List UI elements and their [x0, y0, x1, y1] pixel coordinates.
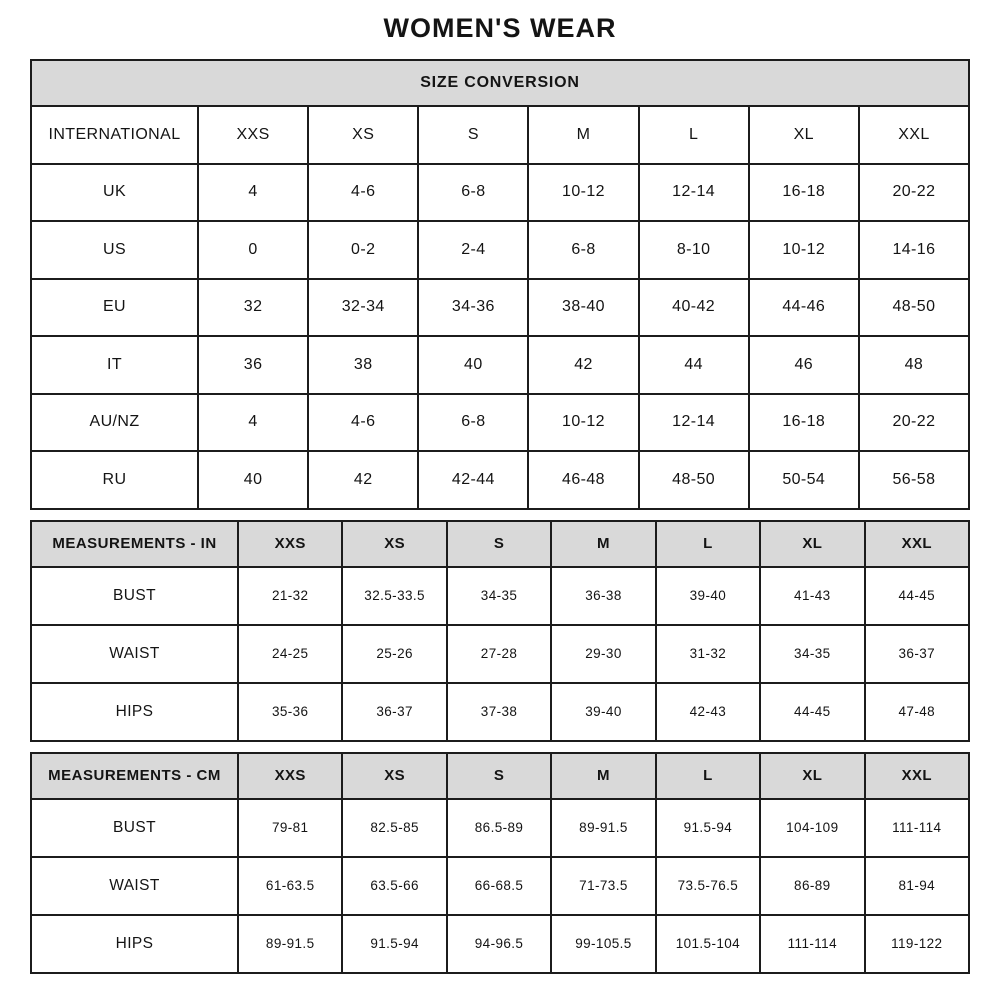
cell: 6-8: [418, 164, 528, 222]
cell: 56-58: [859, 451, 969, 509]
cell: 66-68.5: [447, 857, 551, 915]
table-row: [31, 625, 969, 683]
row-label: MEASUREMENTS - IN: [31, 521, 238, 567]
cell: 6-8: [528, 221, 638, 279]
cell: 16-18: [749, 394, 859, 452]
row-label: EU: [31, 279, 198, 337]
header-row: [31, 753, 969, 799]
cell: 119-122: [865, 915, 969, 973]
cell: 32.5-33.5: [342, 567, 446, 625]
cell: 36-38: [551, 567, 655, 625]
cell: 0: [198, 221, 308, 279]
cell: 40: [198, 451, 308, 509]
cell: 42: [308, 451, 418, 509]
cell: L: [656, 521, 760, 567]
cell: 46-48: [528, 451, 638, 509]
cell: 12-14: [639, 394, 749, 452]
cell: XS: [342, 753, 446, 799]
cell: 50-54: [749, 451, 859, 509]
cell: XXS: [238, 521, 342, 567]
row-label: WAIST: [31, 857, 238, 915]
cell: 111-114: [865, 799, 969, 857]
cell: 20-22: [859, 164, 969, 222]
cell: L: [639, 106, 749, 164]
cell: 46: [749, 336, 859, 394]
cell: 35-36: [238, 683, 342, 741]
cell: 36-37: [342, 683, 446, 741]
header-row: [31, 521, 969, 567]
cell: XXL: [865, 521, 969, 567]
cell: 38: [308, 336, 418, 394]
cell: 44: [639, 336, 749, 394]
row-label: UK: [31, 164, 198, 222]
cell: M: [551, 521, 655, 567]
cell: XS: [308, 106, 418, 164]
cell: 48-50: [859, 279, 969, 337]
cell: XXL: [859, 106, 969, 164]
page-title: WOMEN'S WEAR: [383, 13, 617, 43]
cell: XL: [760, 753, 864, 799]
cell: 16-18: [749, 164, 859, 222]
table-row: [31, 106, 969, 164]
cell: S: [447, 753, 551, 799]
cell: 41-43: [760, 567, 864, 625]
cell: 37-38: [447, 683, 551, 741]
cell: 20-22: [859, 394, 969, 452]
row-label: BUST: [31, 567, 238, 625]
row-label: RU: [31, 451, 198, 509]
row-label: HIPS: [31, 683, 238, 741]
table-row: [31, 857, 969, 915]
size-conversion-table: [30, 59, 970, 510]
cell: 2-4: [418, 221, 528, 279]
cell: 91.5-94: [342, 915, 446, 973]
cell: 47-48: [865, 683, 969, 741]
cell: M: [551, 753, 655, 799]
row-label: INTERNATIONAL: [31, 106, 198, 164]
cell: 10-12: [528, 394, 638, 452]
measurements-in-table: [30, 520, 970, 742]
table-row: [31, 799, 969, 857]
table-row: [31, 394, 969, 452]
table-row: [31, 567, 969, 625]
cell: 31-32: [656, 625, 760, 683]
cell: 10-12: [528, 164, 638, 222]
cell: 40-42: [639, 279, 749, 337]
cell: 79-81: [238, 799, 342, 857]
table-caption: SIZE CONVERSION: [31, 60, 969, 106]
cell: 48-50: [639, 451, 749, 509]
cell: 27-28: [447, 625, 551, 683]
cell: 34-35: [760, 625, 864, 683]
cell: 36-37: [865, 625, 969, 683]
row-label: WAIST: [31, 625, 238, 683]
cell: 91.5-94: [656, 799, 760, 857]
cell: XL: [760, 521, 864, 567]
cell: 32: [198, 279, 308, 337]
cell: 36: [198, 336, 308, 394]
cell: 81-94: [865, 857, 969, 915]
cell: 8-10: [639, 221, 749, 279]
cell: 86.5-89: [447, 799, 551, 857]
cell: 42: [528, 336, 638, 394]
cell: 94-96.5: [447, 915, 551, 973]
cell: 10-12: [749, 221, 859, 279]
table-row: [31, 683, 969, 741]
cell: 89-91.5: [551, 799, 655, 857]
cell: 48: [859, 336, 969, 394]
cell: 71-73.5: [551, 857, 655, 915]
cell: 89-91.5: [238, 915, 342, 973]
cell: XXS: [238, 753, 342, 799]
cell: 4: [198, 394, 308, 452]
cell: XL: [749, 106, 859, 164]
cell: L: [656, 753, 760, 799]
cell: 4: [198, 164, 308, 222]
cell: 4-6: [308, 164, 418, 222]
cell: 86-89: [760, 857, 864, 915]
table-row: [31, 336, 969, 394]
cell: 32-34: [308, 279, 418, 337]
cell: 25-26: [342, 625, 446, 683]
cell: 40: [418, 336, 528, 394]
table-caption-row: [31, 60, 969, 106]
cell: 111-114: [760, 915, 864, 973]
cell: XS: [342, 521, 446, 567]
cell: 42-44: [418, 451, 528, 509]
cell: 38-40: [528, 279, 638, 337]
row-label: AU/NZ: [31, 394, 198, 452]
cell: 24-25: [238, 625, 342, 683]
cell: 34-36: [418, 279, 528, 337]
cell: 29-30: [551, 625, 655, 683]
cell: 44-46: [749, 279, 859, 337]
table-row: [31, 164, 969, 222]
cell: 34-35: [447, 567, 551, 625]
cell: 0-2: [308, 221, 418, 279]
row-label: HIPS: [31, 915, 238, 973]
cell: 73.5-76.5: [656, 857, 760, 915]
cell: 42-43: [656, 683, 760, 741]
cell: XXL: [865, 753, 969, 799]
cell: 82.5-85: [342, 799, 446, 857]
cell: XXS: [198, 106, 308, 164]
cell: 99-105.5: [551, 915, 655, 973]
cell: 104-109: [760, 799, 864, 857]
table-row: [31, 221, 969, 279]
measurements-cm-table: [30, 752, 970, 974]
cell: 101.5-104: [656, 915, 760, 973]
cell: 4-6: [308, 394, 418, 452]
row-label: IT: [31, 336, 198, 394]
cell: 44-45: [865, 567, 969, 625]
cell: 6-8: [418, 394, 528, 452]
table-row: [31, 279, 969, 337]
cell: 14-16: [859, 221, 969, 279]
cell: 21-32: [238, 567, 342, 625]
row-label: US: [31, 221, 198, 279]
row-label: BUST: [31, 799, 238, 857]
cell: 63.5-66: [342, 857, 446, 915]
cell: 39-40: [656, 567, 760, 625]
cell: S: [447, 521, 551, 567]
cell: M: [528, 106, 638, 164]
table-row: [31, 451, 969, 509]
cell: 39-40: [551, 683, 655, 741]
cell: 12-14: [639, 164, 749, 222]
row-label: MEASUREMENTS - CM: [31, 753, 238, 799]
cell: 44-45: [760, 683, 864, 741]
cell: 61-63.5: [238, 857, 342, 915]
table-row: [31, 915, 969, 973]
cell: S: [418, 106, 528, 164]
